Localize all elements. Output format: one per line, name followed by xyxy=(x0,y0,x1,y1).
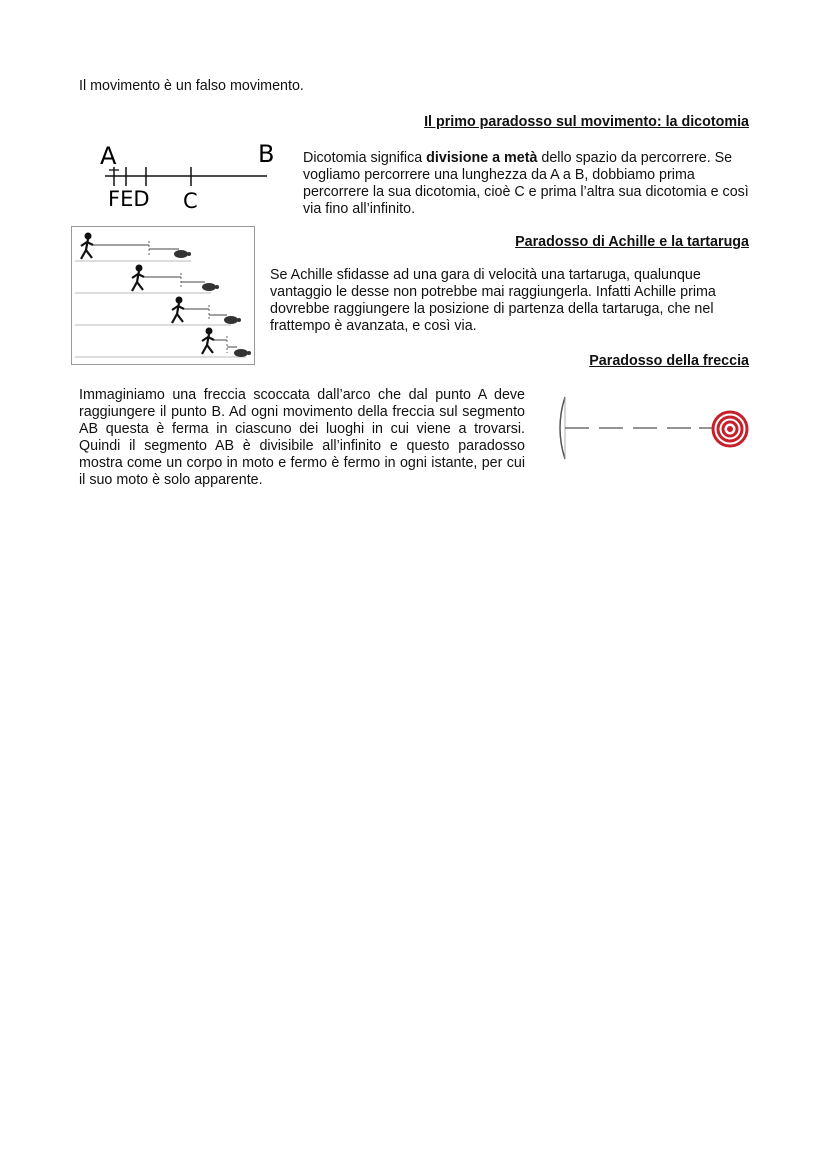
heading-dicotomia: Il primo paradosso sul movimento: la dicotomia xyxy=(424,114,749,130)
heading-achille: Paradosso di Achille e la tartaruga xyxy=(515,234,749,250)
paragraph-freccia: Immaginiamo una freccia scoccata dall’arco che dal punto A deve raggiungere il punto B. Ad ogni movimento della freccia sul segmento AB questa è ferma in ciascuno dei luoghi in cui viene a trovarsi. Quindi il segmento AB è divisibile all’infinito e questo paradosso mostra come un corpo in moto e fermo è fermo in ogni istante, per cui il suo moto è solo apparente. xyxy=(79,387,525,488)
target-icon xyxy=(713,412,747,446)
achilles-tortoise-figure xyxy=(71,226,255,366)
dicotomia-figure xyxy=(95,140,285,212)
intro-sentence: Il movimento è un falso movimento. xyxy=(79,78,304,94)
figure-frame xyxy=(72,227,255,365)
label-c: C xyxy=(183,189,198,212)
paragraph-dicotomia: Dicotomia significa divisione a metà dello spazio da percorrere. Se vogliamo percorrere una lunghezza da A a B, dobbiamo prima percorrere la sua dicotomia, cioè C e prima l’altra sua dicotomia e così via fino all’infinito. xyxy=(303,150,749,217)
label-b: B xyxy=(258,140,275,168)
bow-icon xyxy=(560,397,565,459)
paragraph-achille: Se Achille sfidasse ad una gara di velocità una tartaruga, qualunque vantaggio le desse non potrebbe mai raggiungerla. Infatti Achille prima dovrebbe raggiungere la posizione di partenza della tartaruga, che nel frattempo è avanzata, e così via. xyxy=(270,267,716,334)
arrow-target-figure xyxy=(553,393,749,463)
heading-freccia: Paradosso della freccia xyxy=(589,353,749,369)
label-fed: FED xyxy=(108,187,150,211)
bold-term: divisione a metà xyxy=(426,150,538,166)
label-a: A xyxy=(100,142,117,170)
